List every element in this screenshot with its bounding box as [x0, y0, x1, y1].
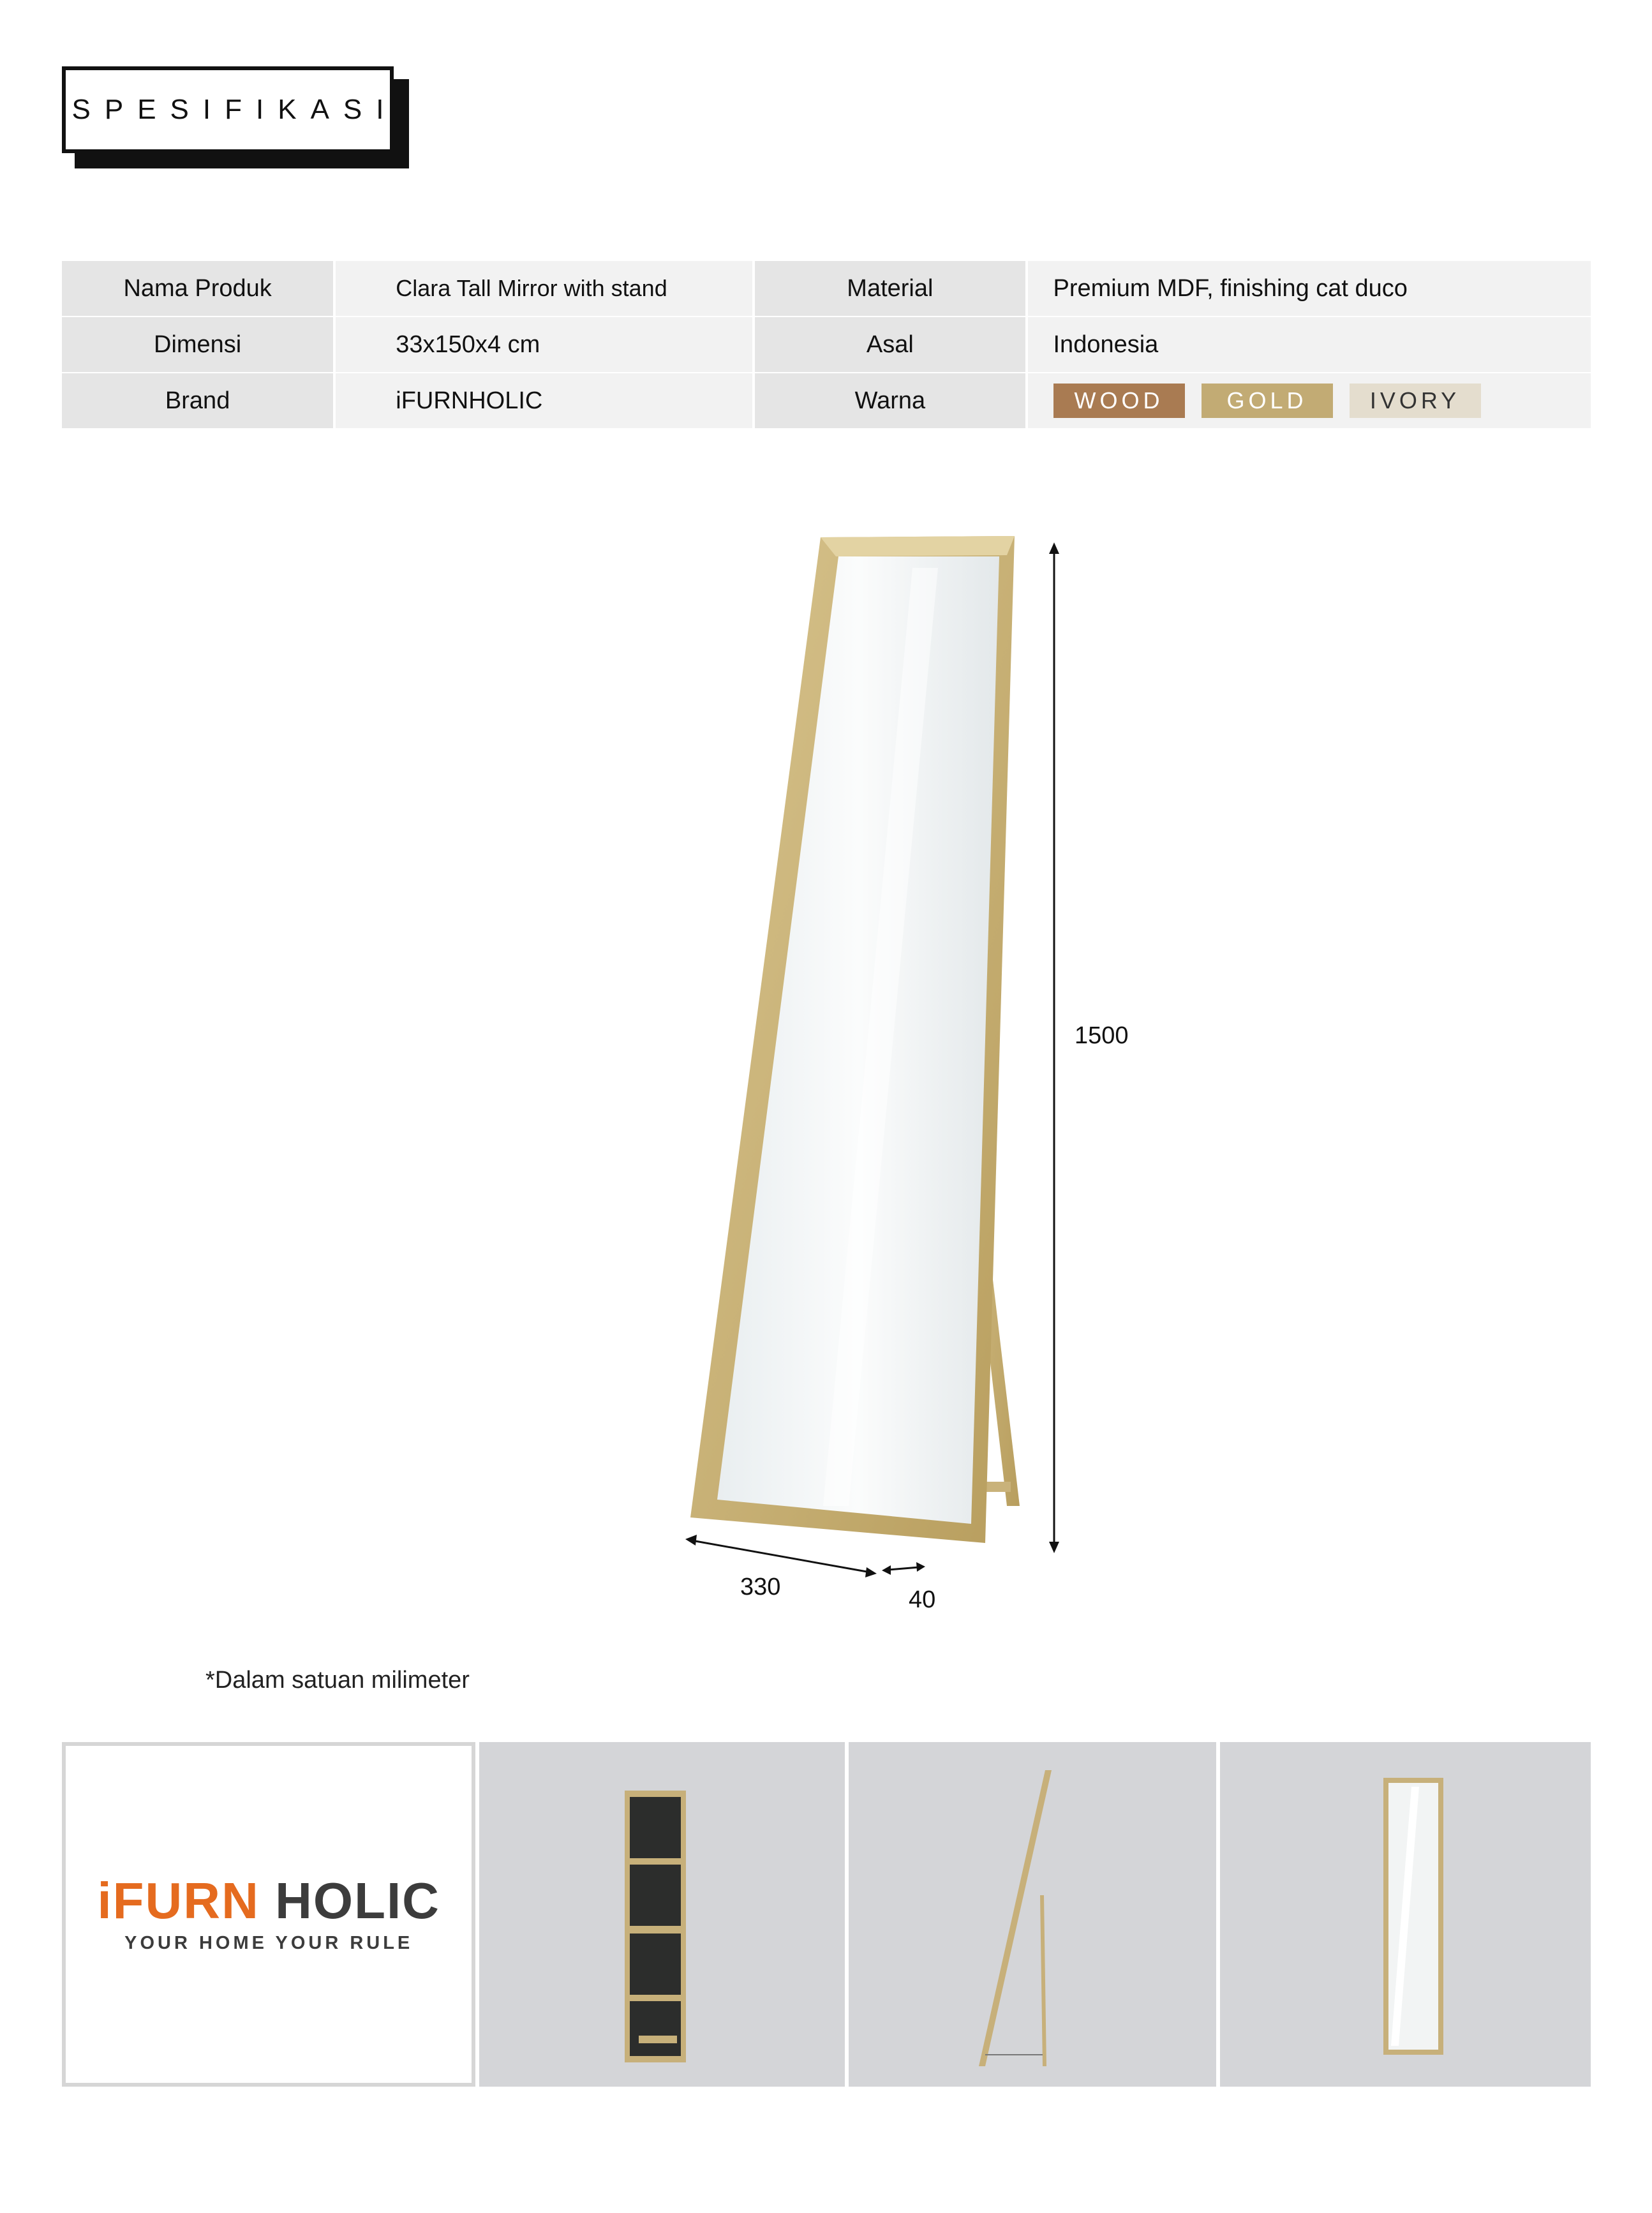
dimension-height: 1500	[1075, 1022, 1129, 1049]
width-arrow	[692, 1540, 870, 1572]
depth-arrow	[888, 1567, 919, 1570]
spec-value-dimensi: 33x150x4 cm	[336, 317, 752, 372]
logo-tagline: YOUR HOME YOUR RULE	[124, 1932, 413, 1953]
gallery-image-front	[1220, 1742, 1591, 2087]
arrow-head	[882, 1565, 891, 1575]
brand-logo	[62, 1742, 475, 2087]
arrow-head	[1049, 542, 1059, 554]
gallery-image-side	[849, 1742, 1217, 2087]
color-swatch-gold: GOLD	[1202, 384, 1333, 418]
spec-value-brand: iFURNHOLIC	[336, 373, 752, 428]
arrow-head	[1049, 1542, 1059, 1553]
spec-row	[62, 373, 1591, 428]
spec-label-nama-produk: Nama Produk	[62, 261, 333, 316]
spec-label-brand: Brand	[62, 373, 333, 428]
mirror-frame-top	[821, 536, 1015, 556]
logo-ifurn: iFURN	[97, 1872, 260, 1929]
spec-label-dimensi: Dimensi	[62, 317, 333, 372]
spec-row	[62, 317, 1591, 372]
spec-value-warna	[1028, 373, 1591, 428]
unit-note: *Dalam satuan milimeter	[205, 1667, 470, 1694]
spec-value-material: Premium MDF, finishing cat duco	[1028, 261, 1591, 316]
arrow-head	[865, 1567, 877, 1577]
product-gallery	[62, 1742, 1591, 2087]
spec-value-nama-produk: Clara Tall Mirror with stand	[336, 261, 752, 316]
page-title: SPESIFIKASI	[71, 94, 398, 125]
gallery-image-back	[479, 1742, 845, 2087]
spec-label-material: Material	[755, 261, 1025, 316]
mirror-illustration	[638, 523, 1149, 1608]
spec-row	[62, 261, 1591, 316]
spec-label-asal: Asal	[755, 317, 1025, 372]
spec-value-asal: Indonesia	[1028, 317, 1591, 372]
spec-label-warna: Warna	[755, 373, 1025, 428]
dimension-depth: 40	[909, 1586, 936, 1613]
dimension-width: 330	[740, 1574, 781, 1600]
spec-table	[62, 261, 1591, 429]
arrow-head	[916, 1562, 925, 1572]
logo-wordmark	[97, 1872, 440, 1929]
color-swatch-wood: WOOD	[1053, 384, 1185, 418]
header-box	[62, 66, 398, 153]
color-swatch-ivory: IVORY	[1350, 384, 1481, 418]
arrow-head	[685, 1535, 697, 1546]
logo-holic: HOLIC	[259, 1872, 440, 1929]
